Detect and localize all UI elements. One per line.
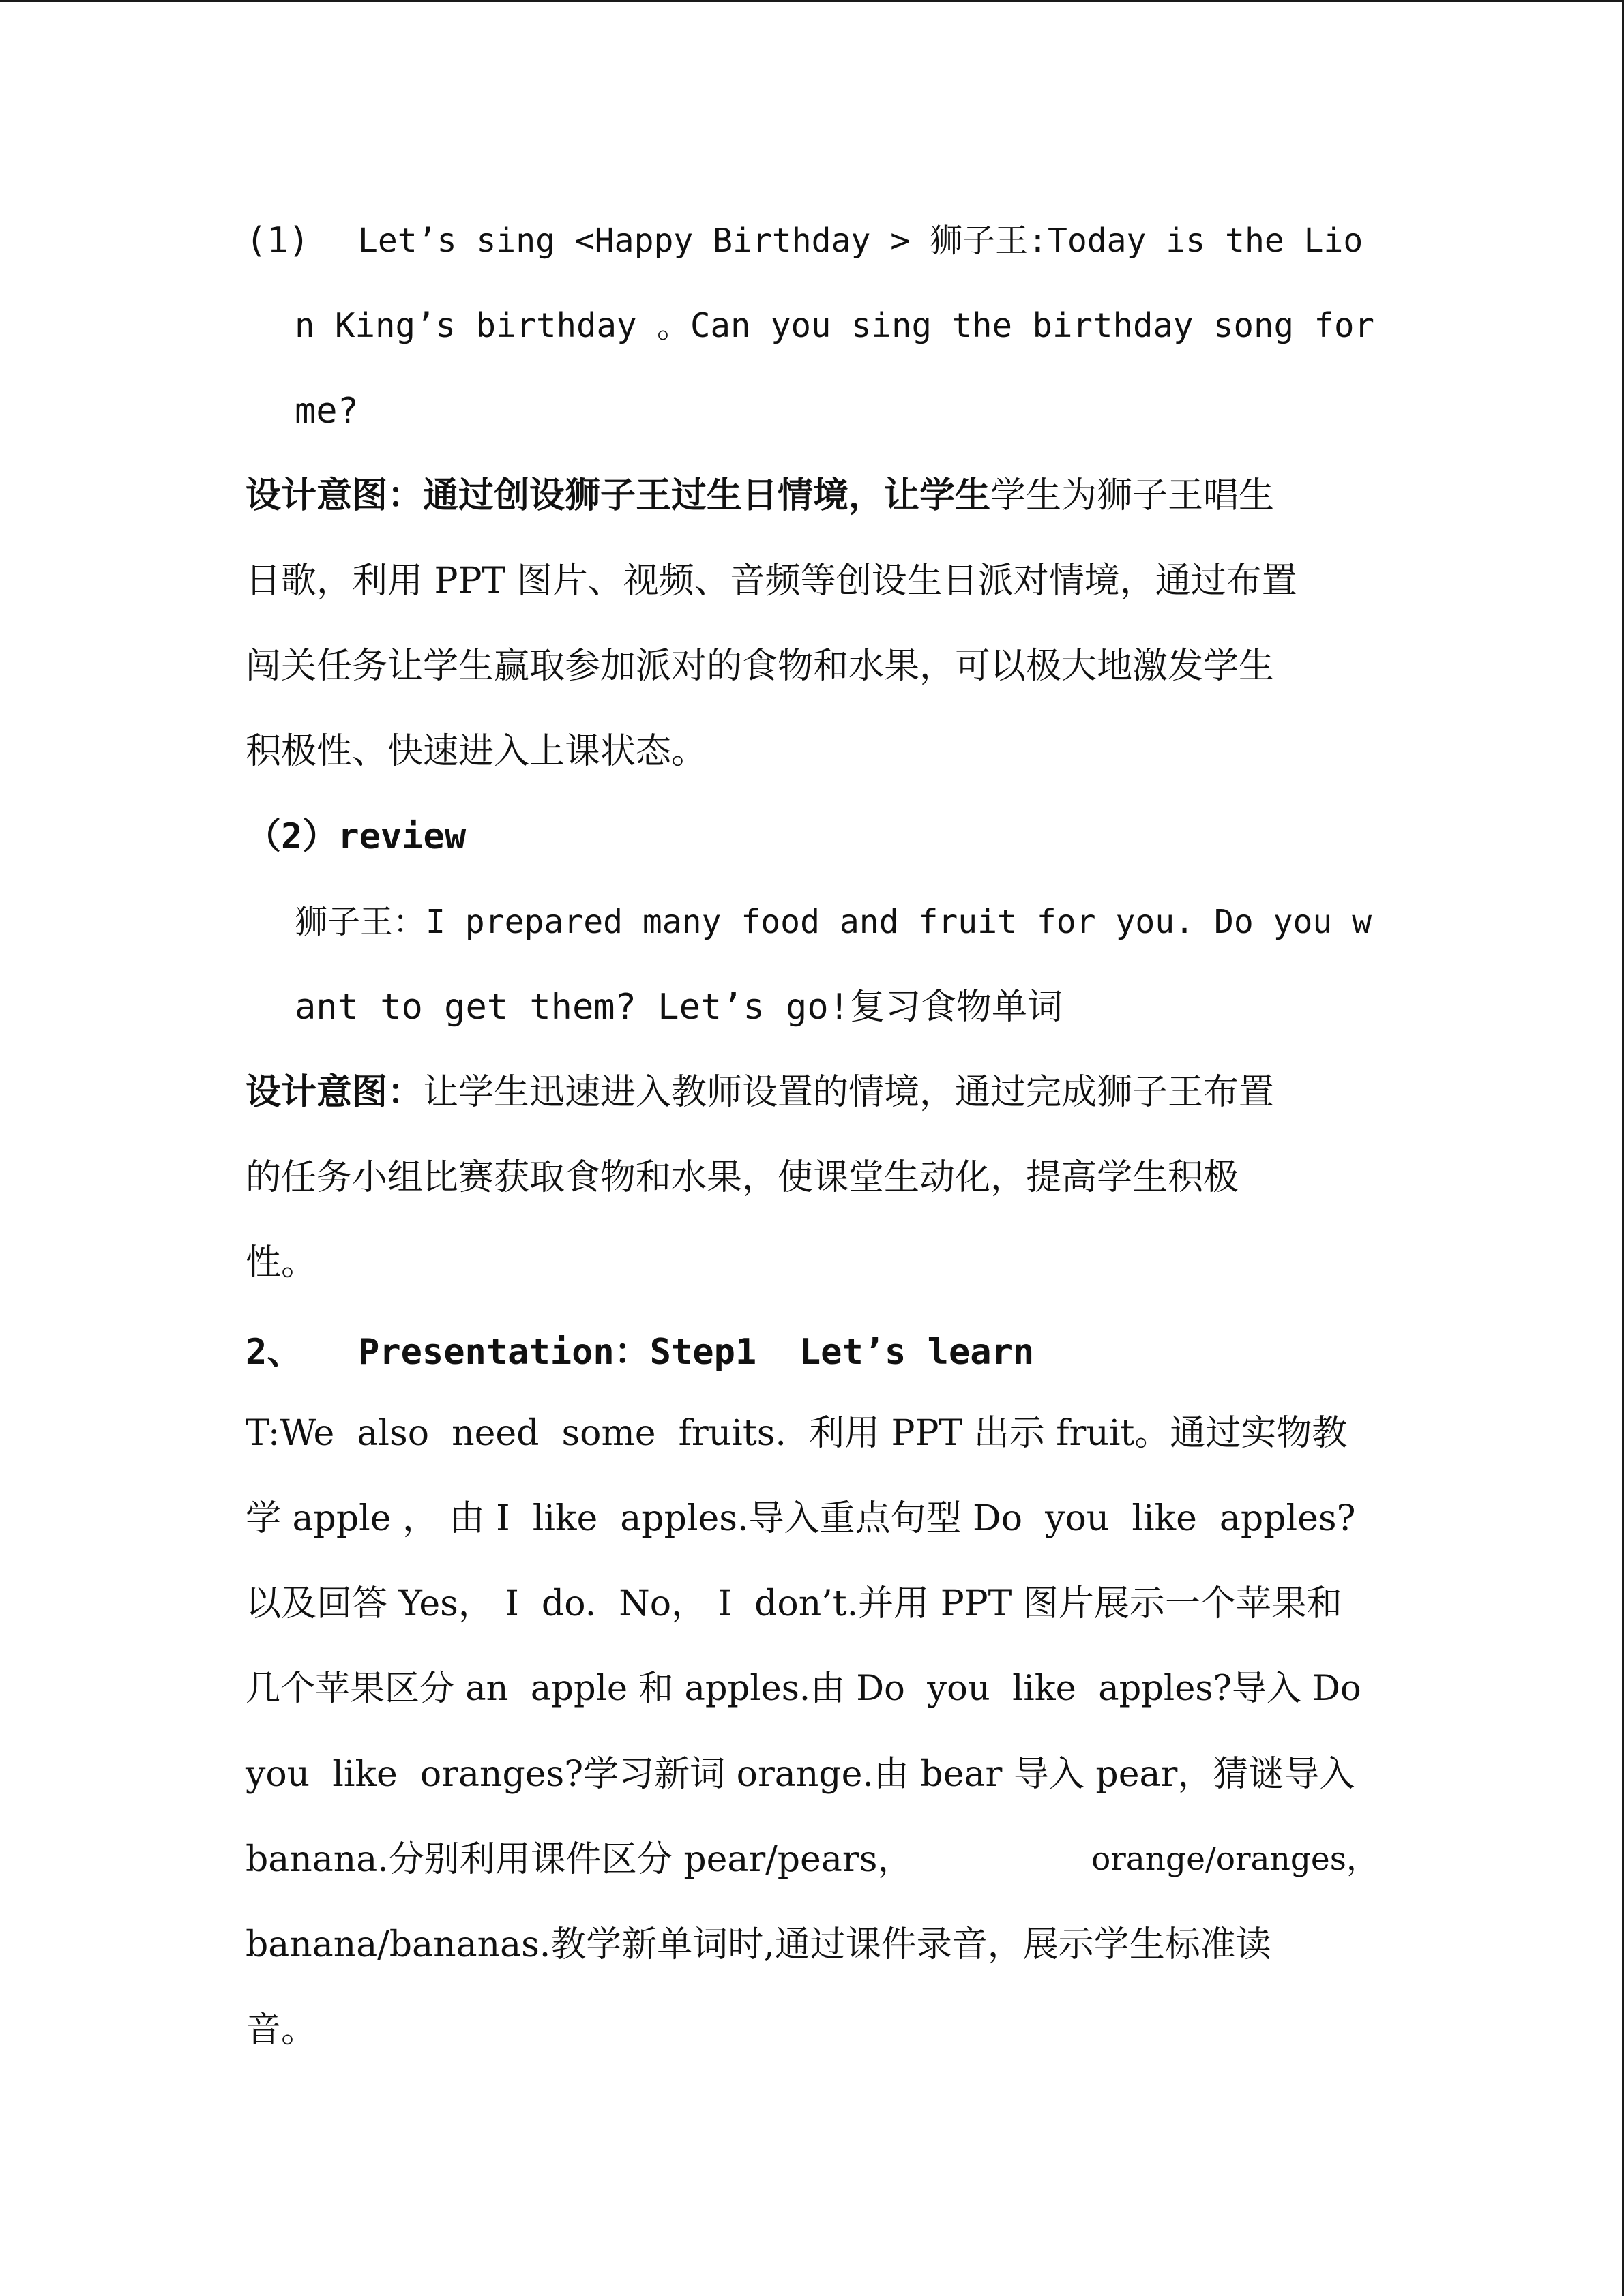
item2-heading: （2）review <box>246 816 467 857</box>
intent1-line1-rest: 学生为狮子王唱生 <box>990 475 1275 516</box>
item1-line2: n King’s birthday 。Can you sing the birthday song for <box>295 306 1375 345</box>
section2-number: 2、 <box>246 1332 303 1373</box>
intent1-line4: 积极性、快速进入上课状态。 <box>246 731 707 772</box>
intent2-line1-rest: 让学生迅速进入教师设置的情境，通过完成狮子王布置 <box>423 1072 1275 1113</box>
intent1-line2: 日歌，利用 PPT 图片、视频、音频等创设生日派对情境，通过布置 <box>246 561 1297 601</box>
item1-number: (1) <box>246 220 310 261</box>
presentation-line8: 音。 <box>246 2010 317 2051</box>
intent2-line1 <box>246 1071 1274 1114</box>
presentation-line3: 以及回答 Yes， I do. No， I don’t.并用 PPT 图片展示一个苹果和 <box>246 1583 1342 1624</box>
item1-line1: Let’s sing <Happy Birthday > 狮子王:Today is the Lio <box>358 222 1363 260</box>
intent2-label: 设计意图： <box>246 1071 424 1113</box>
intent1-line3: 闯关任务让学生赢取参加派对的食物和水果，可以极大地激发学生 <box>246 646 1275 687</box>
presentation-line1: T:We also need some fruits. 利用 PPT 出示 fruit。通过实物教 <box>246 1413 1348 1454</box>
intent2-line3: 性。 <box>246 1242 317 1283</box>
intent1-line1 <box>246 475 1274 517</box>
intent1-bold-text: 通过创设狮子王过生日情境，让学生 <box>423 475 991 516</box>
presentation-line6a: banana.分别利用课件区分 pear/pears， <box>246 1839 913 1880</box>
item1-line3: me? <box>295 391 359 432</box>
page-top-border <box>0 0 1624 2</box>
presentation-line5: you like oranges?学习新词 orange.由 bear 导入 pear，猜谜导入 <box>246 1754 1355 1795</box>
intent1-label: 设计意图： <box>246 475 424 516</box>
presentation-line4: 几个苹果区分 an apple 和 apples.由 Do you like apples?导入 Do <box>246 1669 1361 1709</box>
presentation-line6b: orange/oranges， <box>1091 1840 1378 1878</box>
intent2-line2: 的任务小组比赛获取食物和水果，使课堂生动化，提高学生积极 <box>246 1157 1239 1198</box>
presentation-line2: 学 apple ， 由 I like apples.导入重点句型 Do you like apples? <box>246 1498 1356 1539</box>
presentation-line7: banana/bananas.教学新单词时,通过课件录音，展示学生标准读 <box>246 1924 1271 1965</box>
item2-line1: 狮子王：I prepared many food and fruit for you. Do you w <box>295 903 1372 941</box>
section2-heading: Presentation：Step1 Let’s learn <box>358 1332 1035 1373</box>
item2-line2: ant to get them? Let’s go!复习食物单词 <box>295 987 1063 1028</box>
